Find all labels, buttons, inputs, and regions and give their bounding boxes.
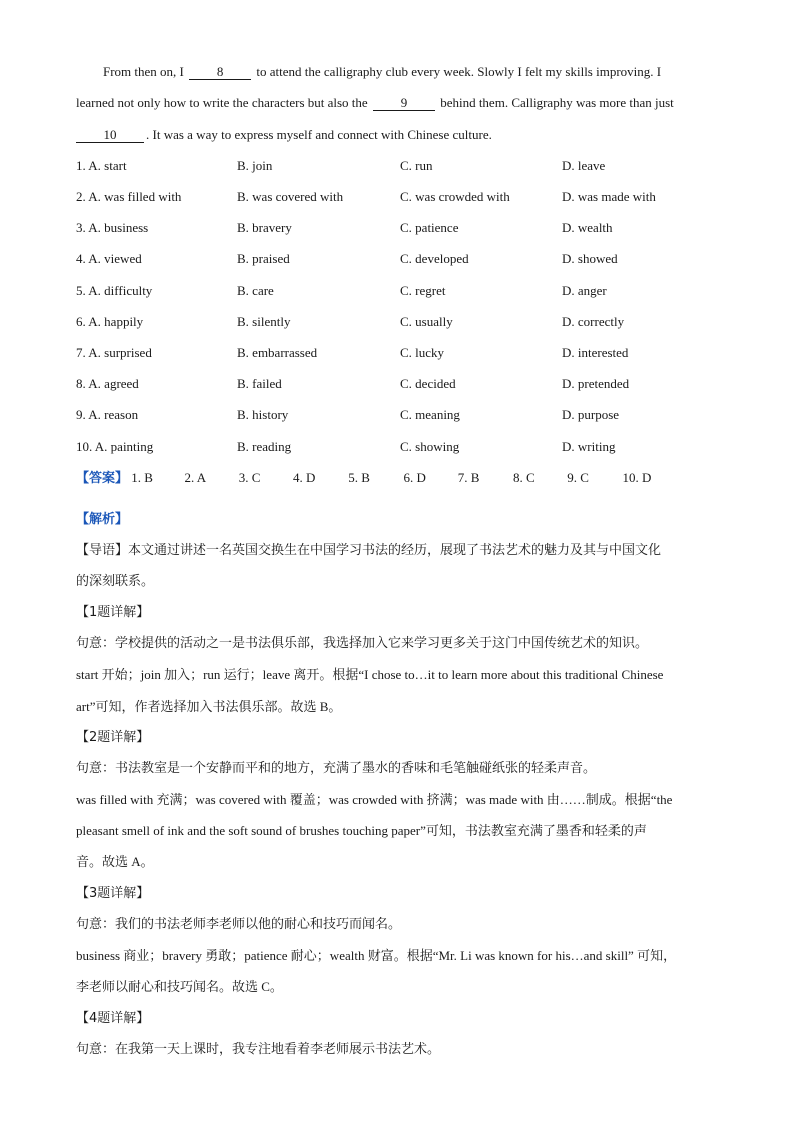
answer-item: 5. B: [348, 470, 370, 485]
option-a: 4. A. viewed: [76, 251, 142, 266]
option-b: B. history: [237, 407, 289, 422]
option-b: B. silently: [237, 314, 291, 329]
option-d: D. leave: [562, 158, 606, 173]
q2-explanation-3: 音。故选 A。: [76, 854, 154, 869]
option-b: B. was covered with: [237, 189, 344, 204]
answer-item: 8. C: [513, 470, 535, 485]
q1-explanation-2: art”可知，作者选择加入书法俱乐部。故选 B。: [76, 699, 342, 714]
answer-item: 9. C: [567, 470, 589, 485]
answer-key: [76, 468, 651, 488]
passage-text: learned not only how to write the characters but also the: [76, 95, 368, 110]
analysis-title: 【解析】: [76, 512, 129, 527]
answer-item: 3. C: [238, 470, 261, 485]
option-a: 5. A. difficulty: [76, 283, 153, 298]
option-row: [76, 218, 776, 238]
passage-line-3: [76, 125, 734, 145]
option-a: 3. A. business: [76, 220, 149, 235]
option-a: 9. A. reason: [76, 407, 139, 422]
q3-explanation-2: 李老师以耐心和技巧闻名。故选 C。: [76, 979, 283, 994]
option-a: 7. A. surprised: [76, 345, 152, 360]
blank-9: 9: [373, 95, 435, 111]
option-d: D. interested: [562, 345, 629, 360]
passage-text: From then on, I: [103, 64, 184, 79]
q2-meaning: 句意：书法教室是一个安静而平和的地方，充满了墨水的香味和毛笔触碰纸张的轻柔声音。: [76, 761, 597, 776]
passage-text: behind them. Calligraphy was more than just: [440, 95, 674, 110]
option-row: [76, 312, 776, 332]
option-row: [76, 249, 776, 269]
option-b: B. care: [237, 283, 274, 298]
option-c: C. was crowded with: [400, 189, 510, 204]
option-d: D. pretended: [562, 376, 630, 391]
q4-heading: 【4题详解】: [76, 1011, 150, 1026]
option-c: C. regret: [400, 283, 446, 298]
option-c: C. developed: [400, 251, 469, 266]
answer-item: 2. A: [184, 470, 207, 485]
guide-line-2: 的深刻联系。: [76, 574, 155, 589]
option-row: [76, 187, 776, 207]
option-d: D. anger: [562, 283, 607, 298]
option-d: D. writing: [562, 439, 616, 454]
option-d: D. purpose: [562, 407, 620, 422]
answer-item: 7. B: [457, 470, 480, 485]
option-a: 2. A. was filled with: [76, 189, 182, 204]
q2-explanation-1: was filled with 充满；was covered with 覆盖；was crowded with 挤满；was made with 由……制成。根据“the: [76, 792, 673, 807]
option-b: B. embarrassed: [237, 345, 318, 360]
option-c: C. run: [400, 158, 433, 173]
option-row: [76, 405, 776, 425]
answer-item: 4. D: [293, 470, 316, 485]
q3-heading: 【3题详解】: [76, 886, 150, 901]
guide-label: 【导语】: [76, 543, 129, 558]
option-c: C. usually: [400, 314, 453, 329]
option-a: 8. A. agreed: [76, 376, 139, 391]
option-c: C. showing: [400, 439, 460, 454]
option-b: B. join: [237, 158, 273, 173]
option-c: C. patience: [400, 220, 459, 235]
option-d: D. wealth: [562, 220, 613, 235]
option-a: 1. A. start: [76, 158, 127, 173]
option-row: [76, 156, 776, 176]
answer-tag: 【答案】: [76, 471, 129, 486]
passage-line-1: [103, 62, 734, 82]
q4-meaning: 句意：在我第一天上课时，我专注地看着李老师展示书法艺术。: [76, 1042, 441, 1057]
q2-heading: 【2题详解】: [76, 730, 150, 745]
answer-item: 6. D: [403, 470, 426, 485]
q3-meaning: 句意：我们的书法老师李老师以他的耐心和技巧而闻名。: [76, 917, 402, 932]
blank-8: 8: [189, 64, 251, 80]
option-b: B. failed: [237, 376, 282, 391]
guide-text: 本文通过讲述一名英国交换生在中国学习书法的经历，展现了书法艺术的魅力及其与中国文化: [128, 543, 662, 558]
option-c: C. decided: [400, 376, 456, 391]
passage-text: . It was a way to express myself and connect with Chinese culture.: [146, 127, 492, 142]
option-b: B. praised: [237, 251, 290, 266]
q2-explanation-2: pleasant smell of ink and the soft sound of brushes touching paper”可知，书法教室充满了墨香和轻柔的声: [76, 823, 647, 838]
q1-explanation-1: start 开始；join 加入；run 运行；leave 离开。根据“I chose to…it to learn more about this traditional Chinese: [76, 667, 664, 682]
guide-line-1: [76, 541, 661, 561]
option-d: D. correctly: [562, 314, 625, 329]
option-a: 6. A. happily: [76, 314, 144, 329]
option-b: B. reading: [237, 439, 292, 454]
answer-item: 10. D: [622, 470, 652, 485]
option-row: [76, 281, 776, 301]
option-a: 10. A. painting: [76, 439, 154, 454]
q3-explanation-1: business 商业；bravery 勇敢；patience 耐心；wealth 财富。根据“Mr. Li was known for his…and skill” 可知，: [76, 948, 677, 963]
option-row: [76, 374, 776, 394]
option-row: [76, 343, 776, 363]
q1-meaning: 句意：学校提供的活动之一是书法俱乐部，我选择加入它来学习更多关于这门中国传统艺术的知识。: [76, 636, 649, 651]
q1-heading: 【1题详解】: [76, 605, 150, 620]
option-c: C. meaning: [400, 407, 460, 422]
option-d: D. was made with: [562, 189, 656, 204]
passage-text: to attend the calligraphy club every week. Slowly I felt my skills improving. I: [256, 64, 662, 79]
blank-10: 10: [76, 127, 144, 143]
answer-item: 1. B: [131, 470, 153, 485]
option-b: B. bravery: [237, 220, 292, 235]
passage-line-2: [76, 93, 734, 113]
option-c: C. lucky: [400, 345, 445, 360]
option-d: D. showed: [562, 251, 618, 266]
option-row: [76, 437, 776, 457]
